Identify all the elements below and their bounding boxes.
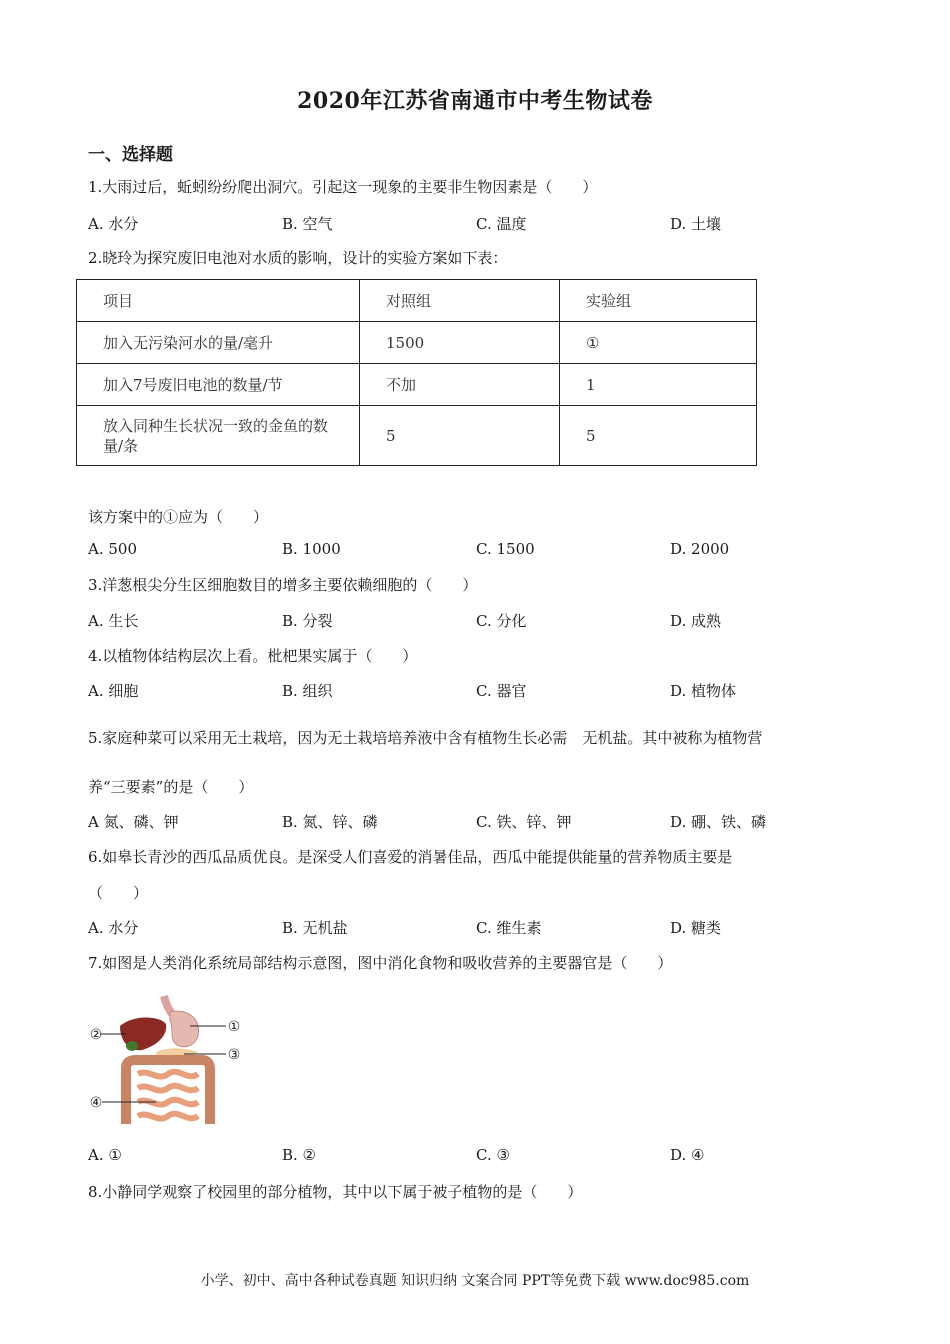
table-row — [77, 364, 757, 406]
table-cell: 5 — [560, 406, 757, 466]
gallbladder-shape — [126, 1041, 138, 1051]
option-b[interactable]: B. 无机盐 — [282, 919, 348, 937]
diagram-label-3: ③ — [227, 1047, 241, 1063]
option-a[interactable]: A. ① — [88, 1146, 122, 1164]
diagram-label-1: ① — [227, 1019, 241, 1035]
option-d[interactable]: D. 硼、铁、磷 — [670, 813, 767, 831]
question-7-options — [88, 1146, 868, 1170]
table-cell: 1 — [560, 364, 757, 406]
option-b[interactable]: B. ② — [282, 1146, 317, 1164]
page-footer: 小学、初中、高中各种试卷真题 知识归纳 文案合同 PPT等免费下载 www.doc985.com — [200, 1273, 750, 1289]
table-cell: 加入无污染河水的量/毫升 — [77, 322, 360, 364]
option-b[interactable]: B. 氮、锌、磷 — [282, 813, 378, 831]
table-cell: 1500 — [360, 322, 560, 364]
question-1-options — [88, 213, 868, 237]
table-cell: 5 — [360, 406, 560, 466]
question-5-options — [88, 811, 868, 835]
table-cell: 加入7号废旧电池的数量/节 — [77, 364, 360, 406]
option-d[interactable]: D. ④ — [670, 1146, 705, 1164]
question-1-stem: 1.大雨过后，蚯蚓纷纷爬出洞穴。引起这一现象的主要非生物因素是（ ） — [88, 178, 598, 196]
option-c[interactable]: C. 维生素 — [476, 919, 542, 937]
question-2-stem: 2.晓玲为探究废旧电池对水质的影响，设计的实验方案如下表： — [88, 249, 508, 267]
table-header-cell: 对照组 — [360, 280, 560, 322]
option-a[interactable]: A. 生长 — [88, 612, 139, 630]
question-7-stem: 7.如图是人类消化系统局部结构示意图，图中消化食物和吸收营养的主要器官是（ ） — [88, 954, 673, 972]
option-c[interactable]: C. 器官 — [476, 682, 527, 700]
option-b[interactable]: B. 分裂 — [282, 612, 333, 630]
table-row — [77, 322, 757, 364]
option-c[interactable]: C. 分化 — [476, 612, 527, 630]
option-a[interactable]: A. 500 — [88, 540, 137, 558]
table-header-cell: 项目 — [77, 280, 360, 322]
question-5-stem-line-2: 养“三要素”的是（ ） — [88, 778, 254, 796]
question-4-stem: 4.以植物体结构层次上看。枇杷果实属于（ ） — [88, 647, 418, 665]
option-b[interactable]: B. 组织 — [282, 682, 333, 700]
question-8-stem: 8.小静同学观察了校园里的部分植物，其中以下属于被子植物的是（ ） — [88, 1183, 583, 1201]
option-c[interactable]: C. 铁、锌、钾 — [476, 813, 572, 831]
option-d[interactable]: D. 糖类 — [670, 919, 722, 937]
question-2-followup: 该方案中的①应为（ ） — [88, 508, 269, 526]
table-header-cell: 实验组 — [560, 280, 757, 322]
option-d[interactable]: D. 土壤 — [670, 215, 722, 233]
option-d[interactable]: D. 2000 — [670, 540, 730, 558]
table-cell: ① — [560, 322, 757, 364]
page-title: 2020年江苏省南通市中考生物试卷 — [297, 88, 653, 114]
option-d[interactable]: D. 成熟 — [670, 612, 722, 630]
option-a[interactable]: A. 细胞 — [88, 682, 139, 700]
section-heading: 一、选择题 — [88, 145, 173, 165]
option-a[interactable]: A. 水分 — [88, 215, 139, 233]
question-6-stem-line-2: （ ） — [88, 884, 149, 902]
question-6-options — [88, 917, 868, 941]
table-row — [77, 406, 757, 466]
experiment-table — [76, 279, 757, 466]
digestive-system-diagram — [86, 990, 246, 1130]
question-4-options — [88, 680, 868, 704]
stomach-shape — [170, 1011, 199, 1047]
option-c[interactable]: C. 温度 — [476, 215, 527, 233]
question-6-stem-line-1: 6.如皋长青沙的西瓜品质优良。是深受人们喜爱的消暑佳品，西瓜中能提供能量的营养物质主要是 — [88, 848, 733, 866]
diagram-label-2: ② — [89, 1027, 103, 1043]
diagram-label-4: ④ — [89, 1095, 103, 1111]
question-3-options — [88, 610, 868, 634]
option-d[interactable]: D. 植物体 — [670, 682, 737, 700]
table-header-row — [77, 280, 757, 322]
table-cell: 放入同种生长状况一致的金鱼的数量/条 — [77, 406, 360, 466]
option-a[interactable]: A 氮、磷、钾 — [88, 813, 179, 831]
question-5-stem-line-1: 5.家庭种菜可以采用无土栽培，因为无土栽培培养液中含有植物生长必需 无机盐。其中被称为植物营 — [88, 729, 763, 747]
small-intestine-shape — [138, 1072, 198, 1119]
option-b[interactable]: B. 空气 — [282, 215, 333, 233]
option-a[interactable]: A. 水分 — [88, 919, 139, 937]
option-b[interactable]: B. 1000 — [282, 540, 341, 558]
question-2-options — [88, 540, 868, 564]
table-cell: 不加 — [360, 364, 560, 406]
option-c[interactable]: C. ③ — [476, 1146, 510, 1164]
question-3-stem: 3.洋葱根尖分生区细胞数目的增多主要依赖细胞的（ ） — [88, 576, 478, 594]
option-c[interactable]: C. 1500 — [476, 540, 535, 558]
